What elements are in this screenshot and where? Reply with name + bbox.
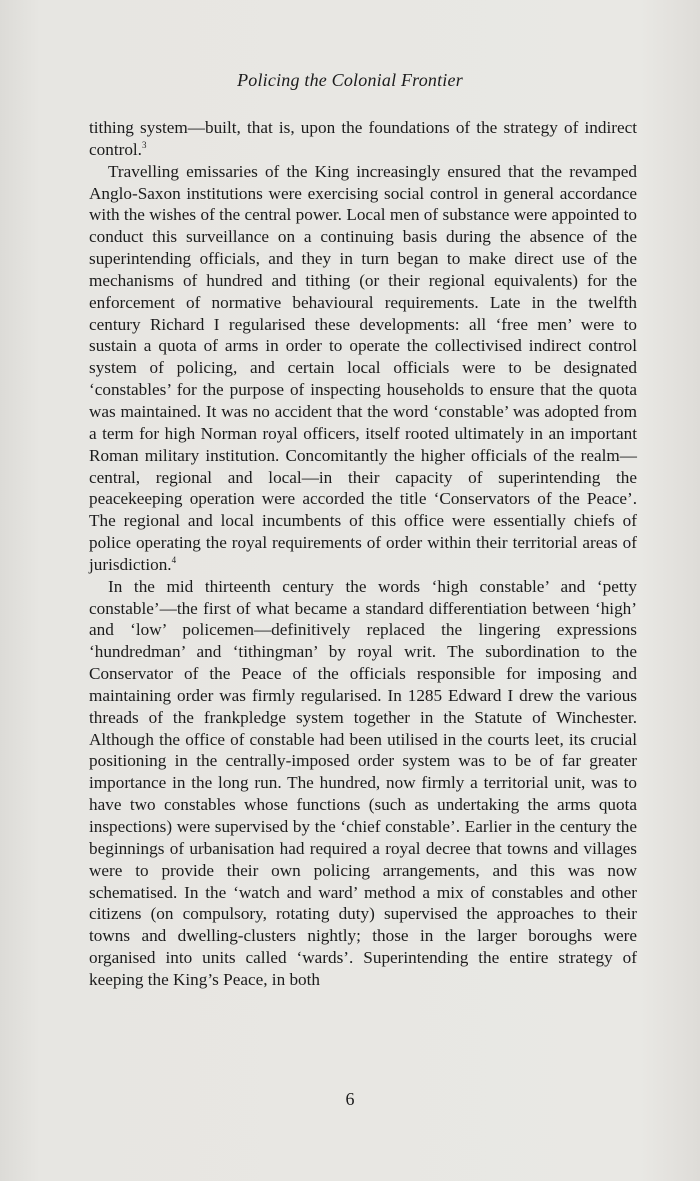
- paragraph: [89, 576, 637, 991]
- paragraph-continued: [89, 117, 637, 161]
- paragraph-text: Travelling emissaries of the King increasingly ensured that the revamped Anglo-Saxon institutions were exercising social control in general accordance with the wishes of the central power. Local men of substance were appointed to conduct this surveillance on a continuing basis during the absence of the superintending officials, and they in turn began to make direct use of the mechanisms of hundred and tithing (or their regional equivalents) for the enforcement of normative behavioural requirements. Late in the twelfth century Richard I regularised these developments: all ‘free men’ were to sustain a quota of arms in order to operate the collectivised indirect control system of policing, and certain local officials were to be designated ‘constables’ for the purpose of inspecting households to ensure that the quota was maintained. It was no accident that the word ‘constable’ was adopted from a term for high Norman royal officers, itself rooted ultimately in an important Roman military institution. Concomitantly the higher officials of the realm—central, regional and local—in their capacity of superintending the peacekeeping operation were accorded the title ‘Conservators of the Peace’. The regional and local incumbents of this office were essentially chiefs of police operating the royal requirements of order within their territorial areas of jurisdiction.: [89, 161, 637, 574]
- paragraph: [89, 161, 637, 576]
- running-head: Policing the Colonial Frontier: [237, 70, 463, 90]
- page-number: 6: [345, 1089, 355, 1109]
- footnote-marker: 3: [141, 139, 147, 150]
- body-text: [89, 117, 637, 991]
- paragraph-text: In the mid thirteenth century the words ‘high constable’ and ‘petty constable’—the first of what became a standard differentiation between ‘high’ and ‘low’ policemen—definitively replaced the lingering expressions ‘hundredman’ and ‘tithingman’ by royal writ. The subordination to the Conservator of the Peace of the officials responsible for imposing and maintaining order was firmly regularised. In 1285 Edward I drew the various threads of the frankpledge system together in the Statute of Winchester. Although the office of constable had been utilised in the courts leet, its crucial positioning in the centrally-imposed order system was to be of far greater importance in the long run. The hundred, now firmly a territorial unit, was to have two constables whose functions (such as undertaking the arms quota inspections) were supervised by the ‘chief constable’. Earlier in the century the beginnings of urbanisation had required a royal decree that towns and villages were to provide their own policing arrangements, and this was now schematised. In the ‘watch and ward’ method a mix of constables and other citizens (on compulsory, rotating duty) supervised the approaches to their towns and dwelling-clusters nightly; those in the larger boroughs were organised into units called ‘wards’. Superintending the entire strategy of keeping the King’s Peace, in both: [89, 576, 637, 989]
- paragraph-text: tithing system—built, that is, upon the foundations of the strategy of indirect control.: [89, 118, 637, 159]
- footnote-marker: 4: [171, 554, 177, 565]
